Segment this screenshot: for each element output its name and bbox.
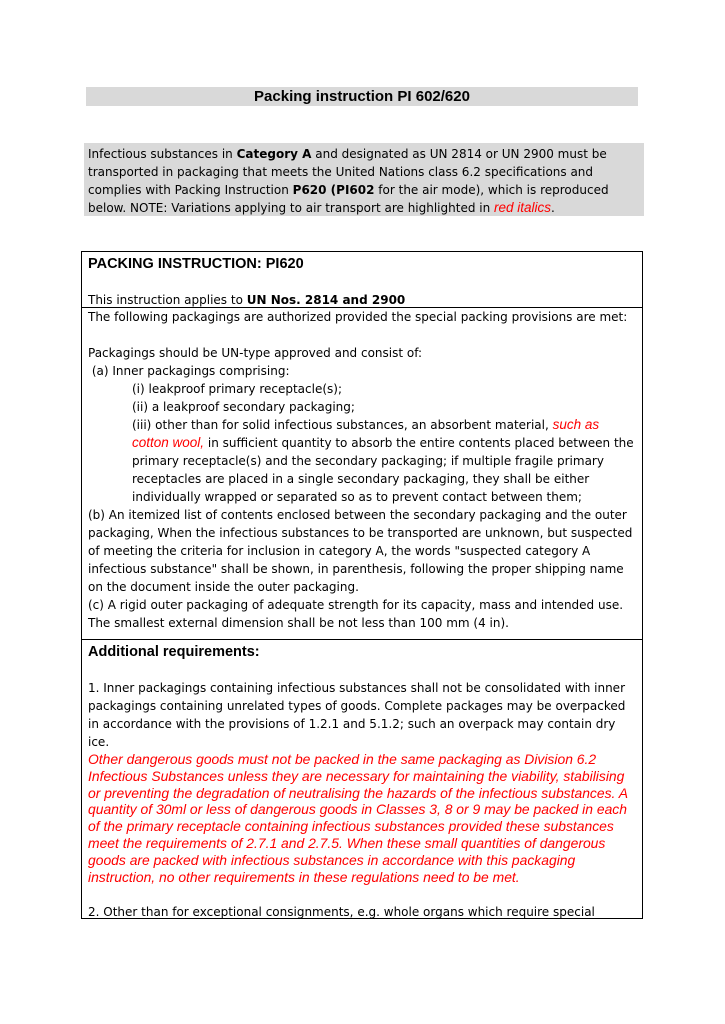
- intro-bold-p620: P620 (PI602: [292, 183, 375, 197]
- intro-text: for the air mode), which is reproduced below. NOTE: Variations applying to air transport are highlighted in: [88, 183, 609, 215]
- intro-text: .: [551, 201, 555, 215]
- authorized-text: The following packagings are authorized provided the special packing provisions are met:: [88, 310, 628, 324]
- intro-red-italics: red italics: [494, 200, 552, 215]
- item-a: (a) Inner packagings comprising:: [88, 364, 290, 378]
- item-c: (c) A rigid outer packaging of adequate strength for its capacity, mass and intended use. The smallest external dimension shall be not less than 100 mm (4 in).: [88, 598, 624, 630]
- page-title: Packing instruction PI 602/620: [86, 87, 638, 106]
- additional-requirements-cell: [81, 639, 643, 919]
- item-a-iii-text: in sufficient quantity to absorb the entire contents placed between the primary receptacle(s) and the secondary packaging; if multiple fragile primary receptacles are placed in a single secondary packaging, they shall be either individually wrapped or separated so as to prevent contact between them;: [132, 436, 634, 504]
- item-a-ii: (ii) a leakproof secondary packaging;: [132, 400, 355, 414]
- intro-note: [84, 143, 644, 216]
- additional-item-1-red: Other dangerous goods must not be packed in the same packaging as Division 6.2 Infectious Substances unless they are necessary for maintaining the viability, stabilising or preventing the degradation of neutralising the hazards of the infectious substances. A quantity of 30ml or less of dangerous goods in Classes 3, 8 or 9 may be packed in each of the primary receptacle containing infectious substances provided these substances meet the requirements of 2.7.1 and 2.7.5. When these small quantities of dangerous goods are packed with infectious substances in accordance with this packaging instruction, no other requirements in these regulations need to be met.: [88, 751, 628, 885]
- intro-bold-category: Category A: [236, 147, 312, 161]
- applies-un-numbers: UN Nos. 2814 and 2900: [246, 293, 406, 307]
- pi620-heading: PACKING INSTRUCTION: PI620: [88, 256, 304, 272]
- applies-text: This instruction applies to: [88, 293, 247, 307]
- item-b: (b) An itemized list of contents enclosed between the secondary packaging and the outer packaging, When the infectious substances to be transported are unknown, but suspected of meeting the criteria for inclusion in category A, the words "suspected category A infectious substance" shall be shown, in parenthesis, following the proper shipping name on the document inside the outer packaging.: [88, 508, 633, 594]
- item-a-iii: [132, 416, 636, 506]
- approved-text: Packagings should be UN-type approved and consist of:: [88, 346, 423, 360]
- additional-item-2: 2. Other than for exceptional consignments, e.g. whole organs which require special: [88, 905, 595, 920]
- intro-text: Infectious substances in: [88, 147, 237, 161]
- pi620-header-cell: [81, 251, 643, 308]
- pi620-body-cell: [81, 307, 643, 640]
- item-a-iii-text: (iii) other than for solid infectious substances, an absorbent material,: [132, 418, 553, 432]
- additional-item-1: 1. Inner packagings containing infectious substances shall not be consolidated with inner packagings containing unrelated types of goods. Complete packages may be overpacked in accordance with the provisions of 1.2.1 and 5.1.2; such an overpack may contain dry ice.: [88, 681, 626, 749]
- item-a-i: (i) leakproof primary receptacle(s);: [132, 382, 342, 396]
- item-a-iii-red: such as cotton wool,: [132, 417, 600, 450]
- intro-text: and designated as UN 2814 or UN 2900 must be transported in packaging that meets the United Nations class 6.2 specifications and complies with Packing Instruction: [88, 147, 607, 197]
- additional-heading: Additional requirements:: [88, 644, 260, 660]
